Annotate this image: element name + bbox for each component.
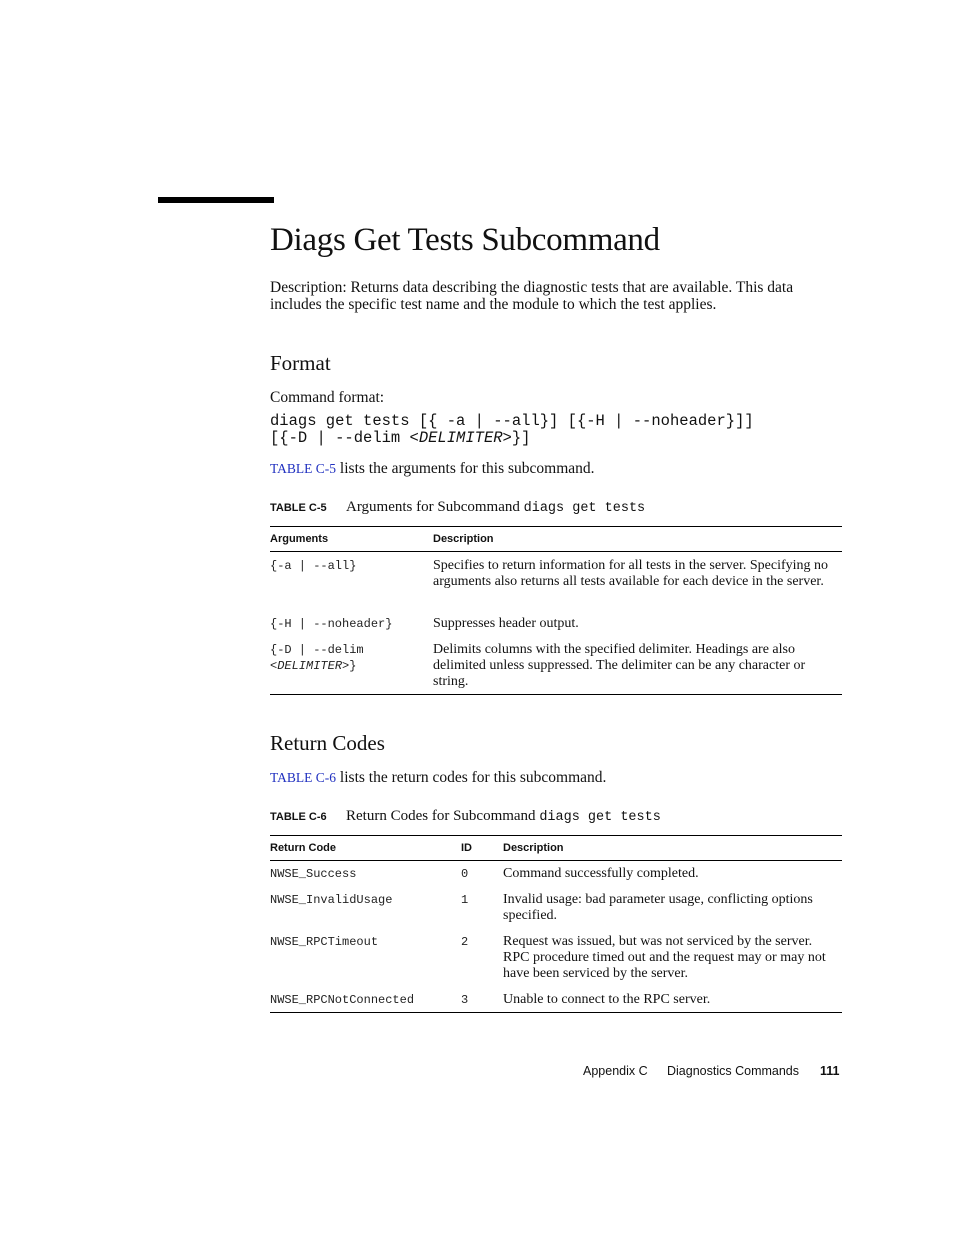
table-c6-code-invalid-usage: NWSE_InvalidUsage [270, 893, 393, 907]
table-c5-caption: TABLE C-5 Arguments for Subcommand diags get tests [270, 499, 646, 516]
table-c5-arg-delim: {-D | --delim <DELIMITER>} [270, 643, 364, 673]
table-c5-header-description: Description [433, 533, 494, 545]
return-codes-heading: Return Codes [270, 731, 385, 755]
table-c5-reference: TABLE C-5 lists the arguments for this subcommand. [270, 460, 595, 477]
table-c5-desc-delim: Delimits columns with the specified delimiter. Headings are also delimited unless suppressed. The delimiter can be any character or string. [433, 642, 806, 689]
table-c6-id-rpc-not-connected: 3 [461, 993, 469, 1007]
table-c6-code-success: NWSE_Success [270, 867, 357, 881]
format-heading: Format [270, 351, 331, 375]
table-c6-top-rule [270, 835, 842, 836]
delimiter-var: DELIMITER [418, 429, 503, 447]
command-syntax-line1: diags get tests [{ -a | --all}] [{-H | --noheader}]] [270, 412, 754, 430]
table-c6-id-invalid-usage: 1 [461, 893, 469, 907]
page-number: 111 [820, 1064, 840, 1078]
table-c6-desc-invalid-usage: Invalid usage: bad parameter usage, conflicting options specified. [503, 892, 813, 923]
table-c5-link[interactable]: TABLE C-5 [270, 461, 337, 476]
table-c5-top-rule [270, 526, 842, 527]
table-c6-desc-success: Command successfully completed. [503, 866, 699, 881]
table-c6-link[interactable]: TABLE C-6 [270, 770, 337, 785]
table-c6-id-success: 0 [461, 867, 469, 881]
table-c6-desc-rpc-not-connected: Unable to connect to the RPC server. [503, 992, 711, 1007]
table-c5-header-rule [270, 551, 842, 552]
description-paragraph: Description: Returns data describing the diagnostic tests that are available. This data includes the specific test name and the module to which the test applies. [270, 279, 794, 313]
chapter-rule [158, 197, 274, 203]
table-c6-header-id: ID [461, 842, 472, 854]
table-c5-desc-all: Specifies to return information for all tests in the server. Specifying no arguments also returns all tests available for each device in the server. [433, 558, 829, 589]
table-c5-arg-all: {-a | --all} [270, 559, 357, 573]
footer-section: Diagnostics Commands [667, 1064, 799, 1078]
command-syntax-line2: [{-D | --delim <DELIMITER>}] [270, 429, 531, 447]
table-c6-header-description: Description [503, 842, 564, 854]
table-c5-desc-noheader: Suppresses header output. [433, 616, 579, 631]
table-c6-caption: TABLE C-6 Return Codes for Subcommand diags get tests [270, 808, 661, 825]
table-c5-arg-noheader: {-H | --noheader} [270, 617, 393, 631]
table-c6-desc-rpc-timeout: Request was issued, but was not serviced by the server. RPC procedure timed out and the request may or may not have been serviced by the server. [503, 934, 826, 981]
format-intro: Command format: [270, 389, 385, 406]
table-c6-header-return-code: Return Code [270, 842, 336, 854]
table-c6-header-rule [270, 860, 842, 861]
table-c6-code-rpc-timeout: NWSE_RPCTimeout [270, 935, 379, 949]
table-c6-code-rpc-not-connected: NWSE_RPCNotConnected [270, 993, 415, 1007]
table-c6-bottom-rule [270, 1012, 842, 1013]
table-c5-bottom-rule [270, 694, 842, 695]
table-c5-header-arguments: Arguments [270, 533, 329, 545]
footer-appendix: Appendix C [583, 1064, 648, 1078]
table-c6-reference: TABLE C-6 lists the return codes for this subcommand. [270, 769, 607, 786]
table-c6-id-rpc-timeout: 2 [461, 935, 469, 949]
page-title: Diags Get Tests Subcommand [270, 222, 660, 258]
